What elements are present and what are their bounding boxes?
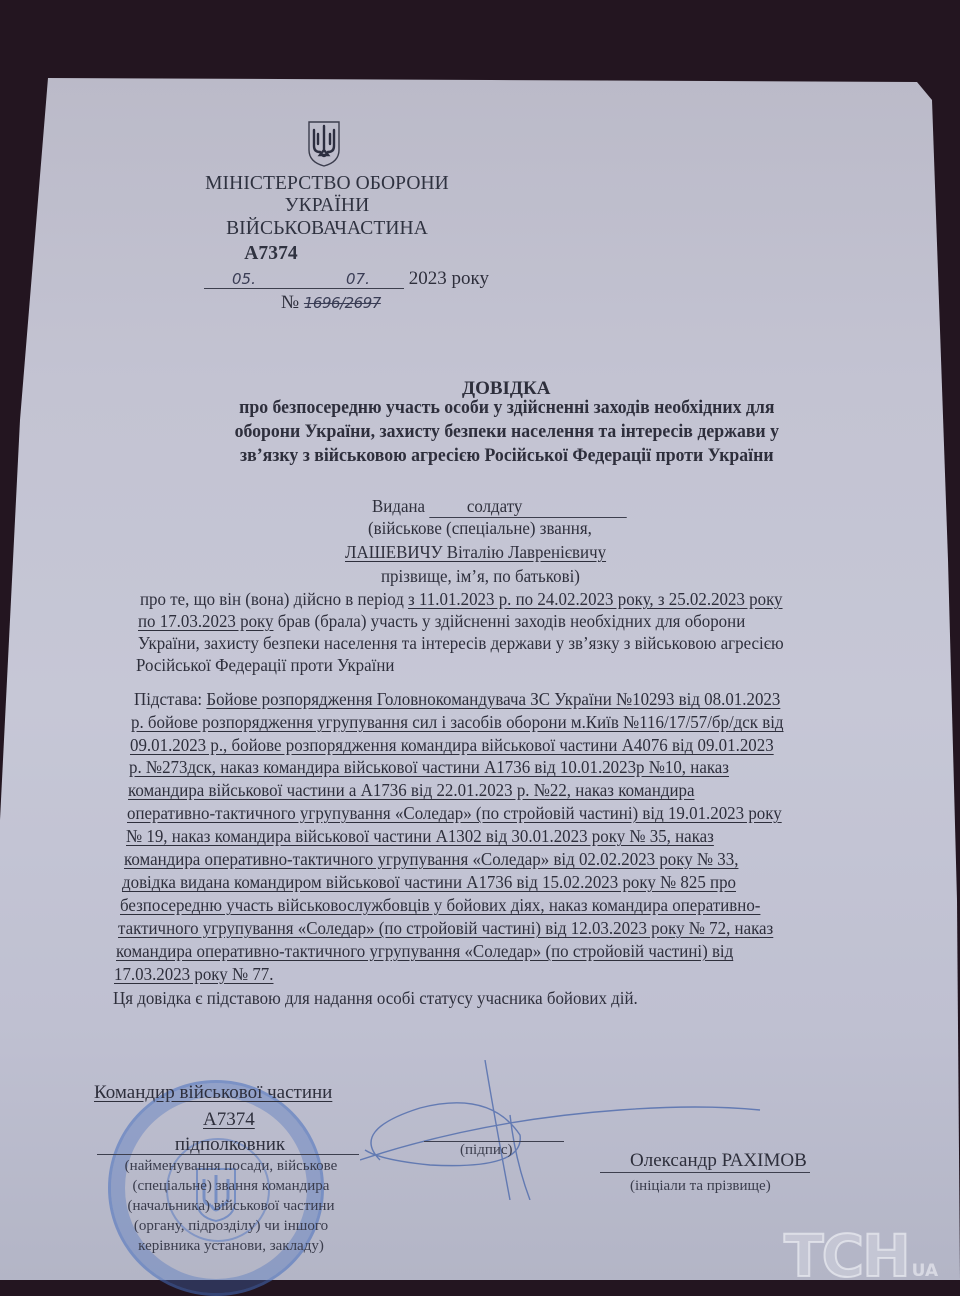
statement-line-2-text: брав (брала) участь у здійсненні заходів необхідних для оборони <box>277 611 746 631</box>
basis-text: Бойове розпорядження Головнокомандувача ЗС України №10293 від 08.01.2023 <box>206 689 781 709</box>
unit-number: А7374 <box>244 243 298 264</box>
basis-line-4: р. №273дск, наказ командира військової частини А1736 від 10.01.2023р №10, наказ <box>129 757 729 777</box>
basis-line-3: 09.01.2023 р., бойове розпорядження командира військової частини А4076 від 09.01.2023 <box>130 735 774 755</box>
rank-underline <box>97 1154 359 1155</box>
statement-line-3: України, захисту безпеки населення та інтересів держави у зв’язку з військовою агресією <box>138 633 784 653</box>
basis-line-1 <box>134 689 780 710</box>
signer-position: Командир військової частини <box>94 1082 333 1103</box>
basis-line-13: 17.03.2023 року № 77. <box>114 964 274 984</box>
reg-prefix: № <box>281 292 300 313</box>
position-caption-5: керівника установи, закладу) <box>138 1238 324 1254</box>
service-period-2: по 17.03.2023 року <box>138 611 274 631</box>
trident-coat-of-arms-icon <box>306 120 342 168</box>
position-caption-1: (найменування посади, військове <box>124 1158 338 1174</box>
signature-caption: (підпис) <box>460 1142 513 1158</box>
statement-line-2 <box>138 611 745 632</box>
signer-unit: А7374 <box>203 1109 255 1130</box>
signer-rank: підполковник <box>174 1134 286 1155</box>
title-line-2: оборони України, захисту безпеки населення та інтересів держави у <box>234 422 779 442</box>
basis-line-5: командира військової частини а А1736 від 22.01.2023 р. №22, наказ командира <box>128 780 695 800</box>
watermark-suffix: UA <box>911 1261 939 1281</box>
document-title: ДОВІДКА <box>462 378 551 399</box>
signer-name: Олександр РАХІМОВ <box>600 1150 810 1173</box>
date-year: 2023 року <box>408 268 489 289</box>
title-line-3: зв’язку з військовою агресією Російської Федерації проти України <box>240 446 774 466</box>
unit-label: ВІЙСЬКОВАЧАСТИНА <box>226 218 428 239</box>
basis-line-2: р. бойове розпорядження угрупування сил і засобів оборони м.Київ №116/17/57/бр/дск від <box>131 712 784 732</box>
conclusion: Ця довідка є підставою для надання особі статусу учасника бойових дій. <box>113 988 638 1008</box>
basis-line-9: довідка видана командиром військової частини А1736 від 15.02.2023 року № 825 про <box>122 872 736 892</box>
position-caption-3: (начальника) військової частини <box>127 1198 335 1214</box>
document-date <box>204 268 489 290</box>
basis-label: Підстава: <box>134 689 203 709</box>
issued-to <box>372 496 627 518</box>
rank-caption: (військове (спеціальне) звання, <box>368 518 592 538</box>
basis-line-6: оперативно-тактичного угрупування «Соледар» (по стройовій частині) від 19.01.2023 року <box>127 803 782 823</box>
statement-line-1 <box>140 589 783 610</box>
registration-number <box>281 292 381 314</box>
title-line-1: про безпосередню участь особи у здійсненні заходів необхідних для <box>239 398 775 418</box>
basis-line-11: тактичного угрупування «Соледар» (по стройовій частині) від 12.03.2023 року № 72, наказ <box>118 918 774 938</box>
ministry-name: МІНІСТЕРСТВО ОБОРОНИ <box>205 173 449 194</box>
basis-line-12: командира оперативно-тактичного угрупування «Соледар» (по стройовій частині) від <box>116 941 734 961</box>
date-day: 05. <box>204 270 334 289</box>
signer-caption: (ініціали та прізвище) <box>630 1178 771 1194</box>
recipient-full-name: ЛАШЕВИЧУ Віталію Лавренієвичу <box>345 542 607 562</box>
name-caption: прізвище, ім’я, по батькові) <box>381 566 580 586</box>
statement-prefix: про те, що він (вона) дійсно в період <box>140 589 404 609</box>
watermark-brand: ТСН <box>784 1222 909 1290</box>
reg-number: 1696/2697 <box>303 294 381 312</box>
position-caption-2: (спеціальне) звання командира <box>132 1178 330 1194</box>
statement-line-4: Російської Федерації проти України <box>136 655 395 675</box>
issued-label: Видана <box>372 496 426 516</box>
basis-line-10: безпосередню участь військовослужбовців у бойових діях, наказ командира оперативно- <box>120 895 761 915</box>
basis-line-7: № 19, наказ командира військової частини А1302 від 30.01.2023 року № 35, наказ <box>126 826 714 846</box>
position-caption-4: (органу, підрозділу) чи іншого <box>133 1218 329 1234</box>
country-name: УКРАЇНИ <box>284 195 370 216</box>
recipient-rank: солдату <box>429 496 626 518</box>
service-period-1: з 11.01.2023 р. по 24.02.2023 року, з 25.02.2023 року <box>408 589 783 609</box>
basis-line-8: командира оперативно-тактичного угрупування «Соледар» від 02.02.2023 року № 33, <box>124 849 739 869</box>
date-month: 07. <box>334 270 404 289</box>
